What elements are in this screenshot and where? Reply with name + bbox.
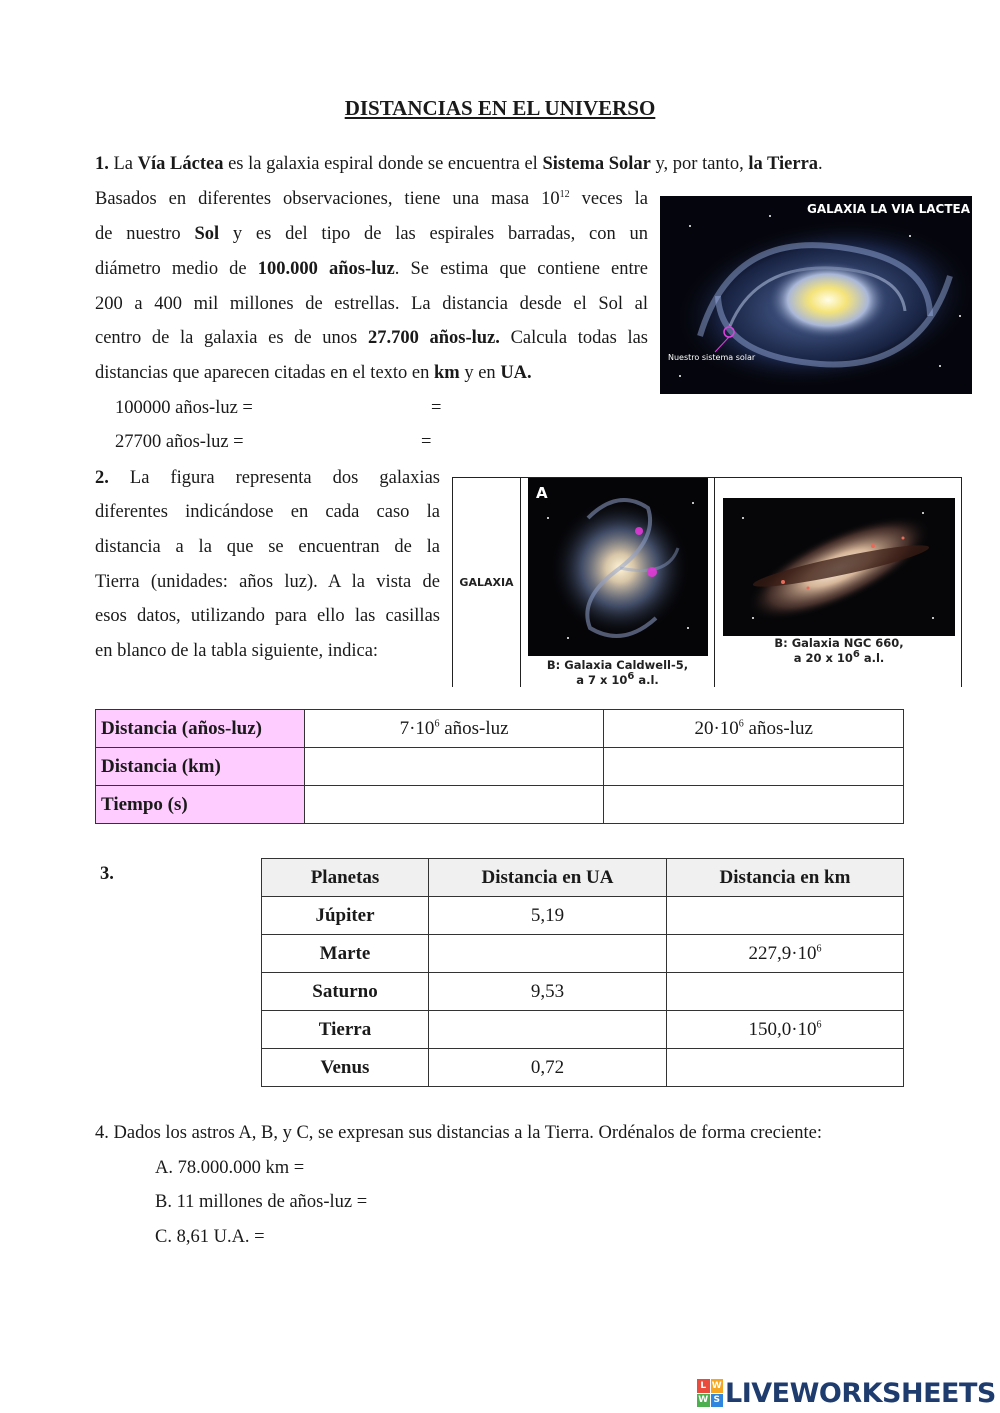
q2-line-6: en blanco de la tabla siguiente, indica: (95, 641, 379, 661)
q1-bold-sol: Sol (194, 224, 220, 244)
q1-text: centro de la galaxia es de unos (95, 328, 368, 348)
q1-text: . (818, 154, 823, 174)
cell-exponent: 6 (738, 718, 744, 730)
q4-item-c: C. 8,61 U.A. = (155, 1227, 265, 1247)
row-label-distance-ly: Distancia (años-luz) (96, 710, 305, 748)
q1-bold-via-lactea: Vía Láctea (137, 154, 224, 174)
galaxy-b-caption (715, 636, 963, 666)
planet-ua: 9,53 (429, 973, 667, 1011)
mass-exponent: 12 (559, 188, 570, 200)
q1-bold-tierra: la Tierra (748, 154, 819, 174)
cell-distance-ly-a (304, 710, 604, 748)
q2-number: 2. (95, 468, 109, 488)
q1-text: y en (459, 363, 501, 383)
q1-line-1 (95, 147, 823, 182)
answer-distance-km-b[interactable] (604, 748, 904, 786)
q1-text: diámetro medio de (95, 259, 258, 279)
planet-km: 150,0·10 (748, 1018, 817, 1040)
distance-table (95, 709, 904, 824)
answer-time-a[interactable] (304, 786, 604, 824)
q4-intro: 4. Dados los astros A, B, y C, se expresan sus distancias a la Tierra. Ordénalos de forma creciente: (95, 1123, 822, 1143)
col-header-distance-km: Distancia en km (667, 859, 904, 897)
q1-bold-ua: UA. (500, 363, 532, 383)
q1-answer-2-equals: = (421, 432, 432, 452)
galaxy-b-caption-exponent: 6 (852, 649, 860, 661)
table-row (96, 710, 904, 748)
milky-way-illustration (660, 196, 972, 394)
q4-item-b: B. 11 millones de años-luz = (155, 1192, 368, 1212)
answer-time-b[interactable] (604, 786, 904, 824)
cell-unit: años-luz (743, 717, 813, 739)
planet-name: Saturno (262, 973, 429, 1011)
galaxy-row-label: GALAXIA (459, 576, 514, 589)
galaxy-b-cell (715, 478, 963, 687)
planet-km-exponent: 6 (816, 1019, 822, 1031)
galaxy-b-caption-name: B: Galaxia NGC 660, (774, 636, 904, 650)
q1-line-6 (95, 321, 648, 356)
q1-answer-1-equals: = (431, 398, 442, 418)
planet-name: Venus (262, 1049, 429, 1087)
q1-text: Basados en diferentes observaciones, tiene una masa 10 (95, 189, 560, 209)
liveworksheets-logo (697, 1377, 996, 1409)
row-label-distance-km: Distancia (km) (96, 748, 305, 786)
q1-text: La (108, 154, 138, 174)
q2-line-3: distancia a la que se encuentran de la (95, 537, 440, 557)
logo-mark-cell: L (697, 1379, 710, 1393)
table-row (96, 786, 904, 824)
galaxy-a-caption-unit: a.l. (634, 673, 659, 687)
row-label-time: Tiempo (s) (96, 786, 305, 824)
milky-way-image (660, 196, 972, 394)
table-row (262, 1011, 904, 1049)
cell-exponent: 6 (434, 718, 440, 730)
q2-line-2: diferentes indicándose en cada caso la (95, 502, 440, 522)
galaxy-a-caption (521, 658, 714, 688)
liveworksheets-wordmark: LIVEWORKSHEETS (725, 1377, 996, 1409)
table-row (262, 935, 904, 973)
q1-line-7 (95, 356, 532, 391)
q1-text: Calcula todas las (499, 328, 649, 348)
liveworksheets-mark-icon (697, 1379, 723, 1407)
cell-value: 7·10 (399, 717, 435, 739)
q1-text: veces la (569, 189, 648, 209)
q3-number: 3. (100, 864, 114, 884)
q1-text: es la galaxia espiral donde se encuentra el (223, 154, 543, 174)
q1-bold-distance: 27.700 años-luz. (367, 328, 500, 348)
logo-mark-cell: S (711, 1394, 724, 1408)
q2-text: La figura representa dos galaxias (108, 468, 440, 488)
q1-answer-2-label: 27700 años-luz = (115, 432, 244, 452)
table-row (262, 897, 904, 935)
cell-unit: años-luz (439, 717, 509, 739)
planet-km-answer[interactable] (667, 897, 904, 935)
table-row (96, 748, 904, 786)
galaxy-b-caption-value: a 20 x 10 (793, 651, 853, 665)
cell-value: 20·10 (694, 717, 739, 739)
planet-km: 227,9·10 (748, 942, 817, 964)
galaxy-a-caption-value: a 7 x 10 (576, 673, 628, 687)
galaxy-figure (452, 477, 962, 687)
planet-ua-answer[interactable] (429, 1011, 667, 1049)
planet-ua-answer[interactable] (429, 935, 667, 973)
planet-km-cell (667, 1011, 904, 1049)
galaxy-a-caption-distance (521, 673, 714, 688)
q2-line-5: esos datos, utilizando para ello las casillas (95, 606, 440, 626)
galaxy-a-caption-exponent: 6 (627, 671, 635, 683)
galaxy-row-label-cell (453, 478, 521, 687)
table-row (262, 973, 904, 1011)
planet-km-answer[interactable] (667, 973, 904, 1011)
q1-bold-diameter: 100.000 años-luz (257, 259, 395, 279)
q1-bold-sistema-solar: Sistema Solar (542, 154, 651, 174)
q4-item-a: A. 78.000.000 km = (155, 1158, 305, 1178)
solar-system-label: Nuestro sistema solar (668, 353, 756, 362)
planet-ua: 5,19 (429, 897, 667, 935)
q1-bold-km: km (434, 363, 460, 383)
q1-line-4 (95, 252, 648, 287)
milky-way-caption: GALAXIA LA VIA LACTEA (807, 202, 970, 216)
page-title: DISTANCIAS EN EL UNIVERSO (344, 96, 656, 120)
q1-text: de nuestro (95, 224, 195, 244)
planet-km-cell (667, 935, 904, 973)
q1-line-5: 200 a 400 mil millones de estrellas. La distancia desde el Sol al (95, 294, 648, 314)
planet-name: Marte (262, 935, 429, 973)
cell-distance-ly-b (604, 710, 904, 748)
q1-text: . Se estima que contiene entre (394, 259, 648, 279)
galaxy-a-letter: A (536, 484, 548, 502)
planet-name: Tierra (262, 1011, 429, 1049)
q1-text: y es del tipo de las espirales barradas, con un (219, 224, 648, 244)
planet-km-exponent: 6 (816, 943, 822, 955)
q2-line-1 (95, 461, 440, 496)
q1-line-3 (95, 217, 648, 252)
galaxy-b-caption-distance (715, 651, 963, 666)
galaxy-b-image (723, 498, 955, 636)
col-header-distance-ua: Distancia en UA (429, 859, 667, 897)
planet-km-answer[interactable] (667, 1049, 904, 1087)
table-header-row (262, 859, 904, 897)
q1-text: distancias que aparecen citadas en el texto en (95, 363, 435, 383)
table-row (262, 1049, 904, 1087)
q1-text: y, por tanto, (650, 154, 749, 174)
q1-answer-1-label: 100000 años-luz = (115, 398, 253, 418)
answer-distance-km-a[interactable] (304, 748, 604, 786)
galaxy-a-image (528, 478, 708, 656)
logo-mark-cell: W (698, 1395, 709, 1406)
q1-line-2 (95, 182, 648, 217)
logo-mark-cell: W (711, 1380, 722, 1391)
planet-name: Júpiter (262, 897, 429, 935)
q1-number: 1. (95, 154, 109, 174)
planets-table (261, 858, 904, 1087)
col-header-planets: Planetas (262, 859, 429, 897)
q2-line-4: Tierra (unidades: años luz). A la vista de (95, 572, 440, 592)
galaxy-a-cell (521, 478, 715, 687)
galaxy-a-caption-name: B: Galaxia Caldwell-5, (546, 658, 689, 672)
galaxy-b-caption-unit: a.l. (859, 651, 885, 665)
planet-ua: 0,72 (429, 1049, 667, 1087)
